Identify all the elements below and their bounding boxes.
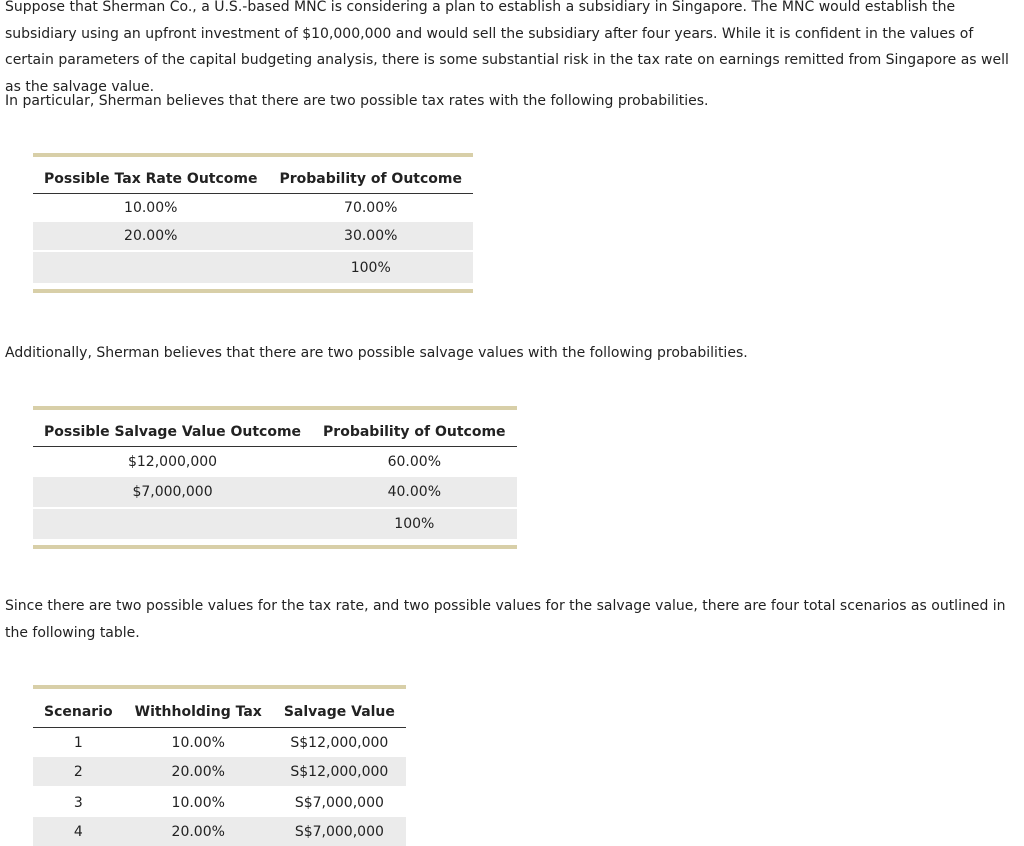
table-row — [33, 788, 406, 817]
table-total-row — [33, 509, 517, 539]
scenario-number-cell: 1 — [73, 734, 83, 751]
table-row — [33, 728, 406, 758]
table-row — [33, 194, 473, 223]
tax-table-header-outcome: Possible Tax Rate Outcome — [33, 157, 268, 194]
table-row — [33, 222, 473, 250]
scenario-salvage-cell: S$12,000,000 — [290, 734, 389, 751]
table-row — [33, 757, 406, 786]
scenario-table-header-scenario: Scenario — [33, 689, 124, 728]
scenario-salvage-cell: S$12,000,000 — [273, 757, 406, 786]
table-row — [33, 477, 517, 507]
intro-paragraph: Suppose that Sherman Co., a U.S.-based MNC is considering a plan to establish a subsidiary in Singapore. The MNC would establish the subsidiary using an upfront investment of $10,000,000 and would sell the subsidiary after four years. While it is confident in the values of certain parameters of the capital budgeting analysis, there is some substantial risk in the tax rate on earnings remitted from Singapore as well as the salvage value. — [5, 0, 1009, 95]
scenario-table-header-salvage: Salvage Value — [273, 689, 406, 728]
salvage-outcome-cell: $7,000,000 — [33, 477, 312, 507]
tax-intro-paragraph: In particular, Sherman believes that there are two possible tax rates with the following probabilities. — [5, 93, 709, 109]
scenario-number-cell: 3 — [73, 794, 83, 811]
tax-outcome-cell: 10.00% — [124, 200, 178, 216]
scenario-table-header-tax: Withholding Tax — [124, 689, 273, 728]
table-total-row — [33, 252, 473, 283]
salvage-intro-paragraph: Additionally, Sherman believes that there are two possible salvage values with the following probabilities. — [5, 345, 748, 361]
scenario-tax-cell: 10.00% — [171, 794, 225, 811]
salvage-table-header-probability: Probability of Outcome — [312, 410, 517, 447]
scenario-tax-cell: 10.00% — [171, 734, 225, 751]
tax-total-cell: 100% — [268, 252, 473, 283]
table-row — [33, 817, 406, 846]
scenario-tax-cell: 20.00% — [124, 817, 273, 846]
scenario-intro-paragraph: Since there are two possible values for the tax rate, and two possible values for the salvage value, there are four total scenarios as outlined in the following table. — [5, 598, 1006, 641]
tax-probability-cell: 30.00% — [268, 222, 473, 250]
scenario-salvage-cell: S$7,000,000 — [294, 794, 384, 811]
scenario-table — [33, 685, 406, 846]
salvage-table-header-outcome: Possible Salvage Value Outcome — [33, 410, 312, 447]
tax-probability-cell: 70.00% — [344, 200, 398, 216]
scenario-number-cell: 2 — [33, 757, 124, 786]
salvage-value-table — [33, 406, 517, 549]
salvage-probability-cell: 60.00% — [387, 454, 441, 470]
tax-outcome-cell: 20.00% — [33, 222, 268, 250]
scenario-salvage-cell: S$7,000,000 — [273, 817, 406, 846]
table-row — [33, 447, 517, 478]
tax-table-header-probability: Probability of Outcome — [268, 157, 473, 194]
tax-rate-table — [33, 153, 473, 293]
scenario-tax-cell: 20.00% — [124, 757, 273, 786]
salvage-outcome-cell: $12,000,000 — [127, 454, 218, 470]
scenario-number-cell: 4 — [33, 817, 124, 846]
salvage-total-cell: 100% — [312, 509, 517, 539]
salvage-probability-cell: 40.00% — [312, 477, 517, 507]
